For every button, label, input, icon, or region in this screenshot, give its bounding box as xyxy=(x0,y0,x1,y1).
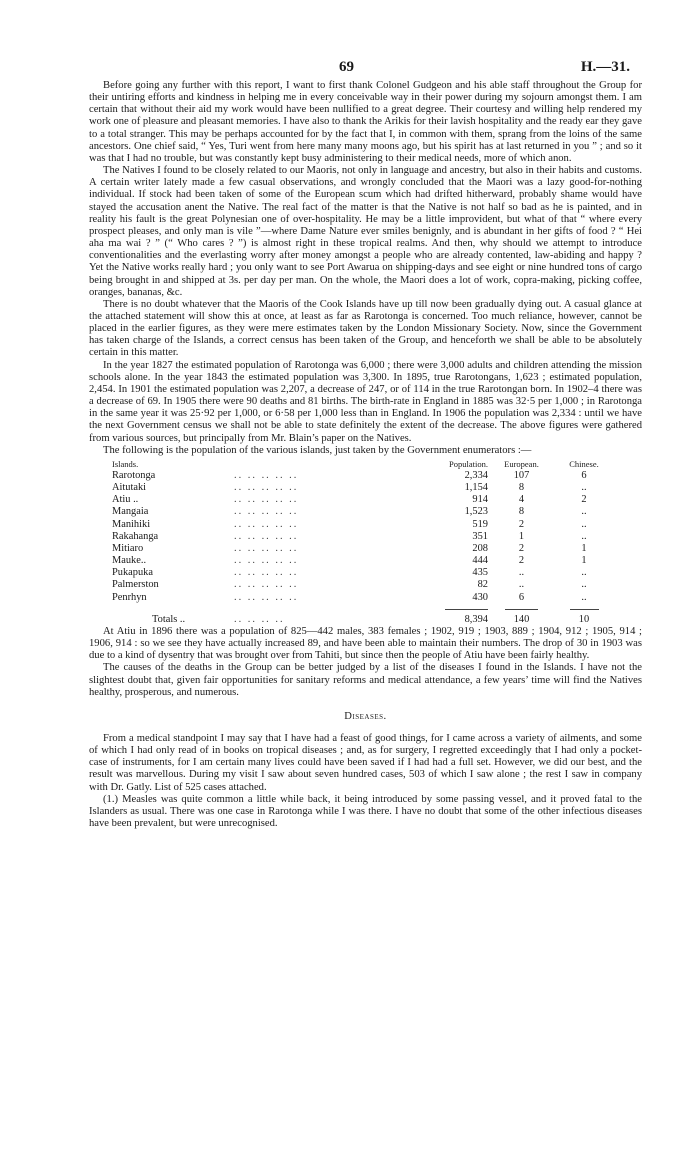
paragraph-thanks: Before going any further with this report, I want to first thank Colonel Gudgeon and his able staff throughout the Group for their untiring efforts and kindness in helping me in every conceivable way in their power during my sojourn amongst them. I am certain that without their aid my work would have been nullified to a great degree. Their courtesy and willing help rendered my work one of pleasure and pleasant memories. I have also to thank the Arikis for their lavish hospitality and the ready ear they gave to a total stranger. This may be perhaps accounted for by the fact that I, in common with them, sprang from the loins of the same ancestors. One chief said, “ Yes, Turi went from here many many moons ago, but his spirit has at last returned in you ” ; and so it was that I had no trouble, but was constantly kept busy administering to their medical needs, more of which anon. xyxy=(89,80,642,164)
island-name: Atiu .. xyxy=(112,494,139,506)
header-population: Population. xyxy=(449,458,488,469)
island-population: 1,523 xyxy=(464,506,488,518)
island-european: 1 xyxy=(518,530,525,542)
document-reference: H.—31. xyxy=(580,59,630,75)
island-name: Manihiki xyxy=(112,518,151,530)
page-number: 69 xyxy=(339,59,354,75)
island-european: .. xyxy=(518,567,525,579)
paragraph-natives: The Natives I found to be closely related to our Maoris, not only in language and ancestry, but also in their habits and customs. A certain writer lately made a few casual observations, and wrongly concluded that the Maori was a lazy good-for-nothing individual. If stock had been taken of some of the European scum which had drifted hitherward, probably shame would have stayed the accusation anent the Native. The real fact of the matter is that the Native is not half so bad as he is painted, and in reality his fault is the great Polynesian one of over-hospitality. He may be a little improvident, but what of that “ where every prospect pleases, and only man is vile ”—where Dame Nature ever smiles benignly, and is abundant in her gifts of food ? “ Hei aha ma wai ? ” (“ Who cares ? ”) is almost right in these tropical realms. And then, why should we attempt to introduce conventionalities and the everlasting worry after money amongst a people who are already contented, law-abiding and happy ? Yet the Native works really hard ; you only want to see Port Awarua on shipping-days and see eight or nine hundred tons of cargo being brought in and shipped at 3s. per day per man. On the whole, the Maori does a lot of work, copra-making, picking coffee, oranges, bananas, &c. xyxy=(89,165,642,298)
island-population: 444 xyxy=(472,555,488,567)
table-rule xyxy=(112,604,613,614)
island-population: 208 xyxy=(472,542,488,554)
rule-line xyxy=(555,604,613,614)
rule-line xyxy=(440,604,488,614)
paragraph-causes: The causes of the deaths in the Group can be better judged by a list of the diseases I found in the Islands. I have not the slightest doubt that, given fair opportunities for sanitary reforms and medical attendance, a few years’ time will find the Natives healthy, prosperous, and numerous. xyxy=(89,662,642,698)
population-table xyxy=(112,458,613,626)
table-row: Mauke.. .. .. .. .. .. 444 2 1 xyxy=(112,555,613,567)
header-islands: Islands. xyxy=(112,458,139,469)
island-chinese: 1 xyxy=(581,542,587,554)
paragraph-dying-out: There is no doubt whatever that the Maoris of the Cook Islands have up till now been gradually dying out. A casual glance at the attached statement will show this at once, at least as far as Rarotonga is concerned. Too much reliance, however, cannot be placed in the earlier figures, as they were mere estimates taken by the London Missionary Society. Now, since the Government has taken charge of the Islands, a correct census has been taken of the Group, and henceforth we shall be able to be absolutely certain in this matter. xyxy=(89,298,642,359)
table-row: Penrhyn .. .. .. .. .. 430 6 .. xyxy=(112,592,613,604)
table-row: Palmerston .. .. .. .. .. 82 .. .. xyxy=(112,579,613,591)
island-chinese: .. xyxy=(581,482,587,494)
island-european: 6 xyxy=(518,591,525,603)
island-name: Mangaia xyxy=(112,506,149,518)
paragraph-rarotonga-population: In the year 1827 the estimated population of Rarotonga was 6,000 ; there were 3,000 adults and children attending the mission schools alone. In the year 1843 the estimated population was 3,300. In 1895, true Rarotongans, 1,623 ; estimated population, 2,454. In 1901 the estimated population was 2,207, a decrease of 247, or of 114 in the true Rarotongan born. In 1902–4 there was a decrease of 69. In 1905 there were 90 deaths and 81 births. The birth-rate in England in 1885 was 32·5 per 1,000 ; in Rarotonga in the same year it was 25·92 per 1,000, or 6·58 per 1,000 less than in England. In 1906 the population was 2,334 : until we have the next Government census we shall not be able to state definitely the extent of the decrease. The above figures were gathered from various sources, but principally from Mr. Blain’s paper on the Natives. xyxy=(89,359,642,444)
island-population: 1,154 xyxy=(464,482,488,494)
island-population: 519 xyxy=(472,518,488,530)
island-chinese: 1 xyxy=(581,555,587,567)
paragraph-atiu: At Atiu in 1896 there was a population of 825—442 males, 383 females ; 1902, 919 ; 1903, 889 ; 1904, 912 ; 1905, 914 ; 1906, 914 : so we see they have actually increased 89, and have been able to maintain their numbers. The drop of 30 in 1903 was due to a kind of dysentry that was brought over from Tahiti, but since then the people of Atiu have been fairly healthy. xyxy=(89,625,642,662)
header-chinese: Chinese. xyxy=(569,458,599,469)
island-european: 2 xyxy=(518,542,525,554)
island-population: 914 xyxy=(472,494,488,506)
island-name: Pukapuka xyxy=(112,567,153,579)
island-name: Palmerston xyxy=(112,579,159,591)
island-chinese: 6 xyxy=(581,470,587,481)
total-european: 140 xyxy=(513,613,530,625)
island-european: .. xyxy=(518,579,525,591)
island-chinese: .. xyxy=(581,567,587,579)
table-row: Mitiaro .. .. .. .. .. 208 2 1 xyxy=(112,543,613,555)
island-european: 8 xyxy=(518,506,525,518)
island-chinese: .. xyxy=(581,591,587,603)
table-row: Manihiki .. .. .. .. .. 519 2 .. xyxy=(112,519,613,531)
paragraph-medical-standpoint: From a medical standpoint I may say that I have had a feast of good things, for I came across a variety of ailments, and some of which I had only read of in books on tropical diseases ; and, as for surgery, I regretted exceedingly that I had only a pocket-case of instruments, for I am certain many lives could have been saved if I had had a full set. However, we did our best, and the result was marvellous. During my visit I saw about seven hundred cases, 503 of which I saw alone ; the rest I saw in company with Dr. Gatly. List of 525 cases attached. xyxy=(89,732,642,793)
island-name: Mauke.. xyxy=(112,555,147,567)
island-name: Penrhyn xyxy=(112,591,147,603)
island-european: 107 xyxy=(513,470,530,481)
island-name: Rakahanga xyxy=(112,530,159,542)
island-name: Mitiaro xyxy=(112,542,144,554)
island-european: 2 xyxy=(518,518,525,530)
table-row: Atiu .. .. .. .. .. .. 914 4 2 xyxy=(112,494,613,506)
paragraph-table-intro: The following is the population of the various islands, just taken by the Government enumerators :— xyxy=(103,444,532,456)
total-population: 8,394 xyxy=(464,613,488,625)
island-chinese: .. xyxy=(581,530,587,542)
island-population: 82 xyxy=(477,579,488,591)
table-header-row xyxy=(112,458,613,470)
table-row: Pukapuka .. .. .. .. .. 435 .. .. xyxy=(112,567,613,579)
island-population: 430 xyxy=(472,591,488,603)
header-european: European. xyxy=(504,458,539,469)
section-heading-diseases: Diseases. xyxy=(344,710,387,722)
island-european: 2 xyxy=(518,555,525,567)
totals-row: Totals .. .. .. .. .. 8,394 140 10 xyxy=(112,614,613,626)
island-chinese: .. xyxy=(581,579,587,591)
island-european: 8 xyxy=(518,482,525,494)
report-body xyxy=(89,80,642,830)
island-european: 4 xyxy=(518,494,525,506)
table-row: Aitutaki .. .. .. .. .. 1,154 8 .. xyxy=(112,482,613,494)
island-name: Aitutaki xyxy=(112,482,147,494)
total-chinese: 10 xyxy=(578,613,590,625)
island-chinese: .. xyxy=(581,506,587,518)
island-chinese: 2 xyxy=(581,494,587,506)
island-population: 351 xyxy=(472,530,488,542)
totals-label: Totals .. xyxy=(152,613,186,625)
rule-line xyxy=(488,604,555,614)
table-row: Rakahanga .. .. .. .. .. 351 1 .. xyxy=(112,531,613,543)
table-row: Mangaia .. .. .. .. .. 1,523 8 .. xyxy=(112,506,613,518)
table-row: Rarotonga .. .. .. .. .. 2,334 107 6 xyxy=(112,470,613,482)
island-name: Rarotonga xyxy=(112,470,156,481)
island-population: 435 xyxy=(472,567,488,579)
island-chinese: .. xyxy=(581,518,587,530)
paragraph-measles: (1.) Measles was quite common a little while back, it being introduced by some passing vessel, and it proved fatal to the Islanders as usual. There was one case in Rarotonga while I was there. I have no doubt that some of the other infectious diseases have been prevalent, but were unrecognised. xyxy=(89,793,642,830)
island-population: 2,334 xyxy=(464,470,488,481)
